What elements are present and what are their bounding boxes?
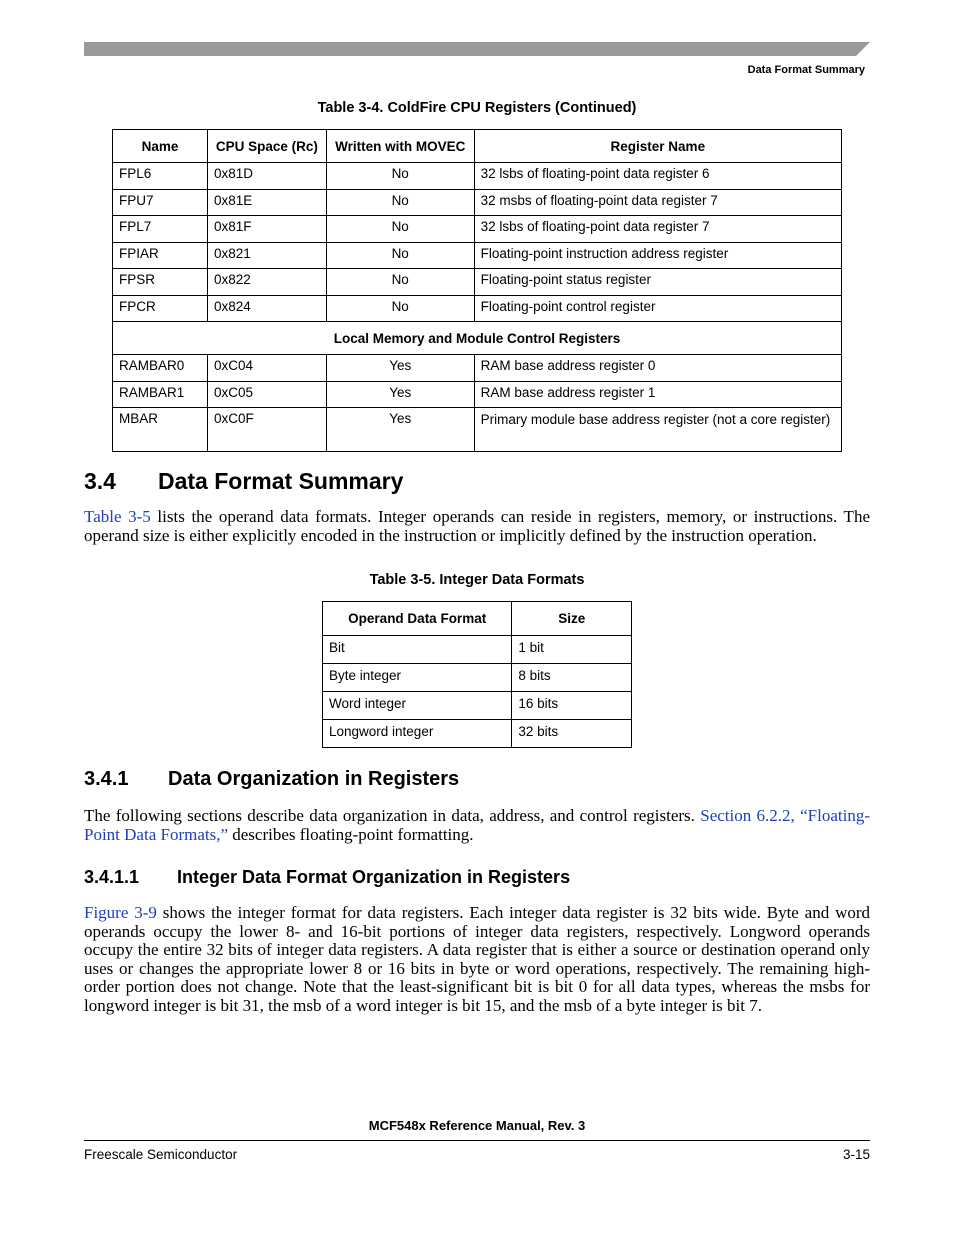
section-heading-3-4-1 <box>84 768 459 791</box>
table-row <box>323 720 632 748</box>
table-subheader-row <box>113 322 842 355</box>
cell-cpu-space: 0xC04 <box>207 355 326 382</box>
cell-size: 16 bits <box>512 692 632 720</box>
table-row <box>113 189 842 216</box>
cell-movec: No <box>326 189 474 216</box>
table-3-5-link[interactable]: Table 3-5 <box>84 507 151 526</box>
cell-name: MBAR <box>113 408 208 452</box>
cell-size: 8 bits <box>512 664 632 692</box>
cell-name: RAMBAR1 <box>113 381 208 408</box>
paragraph-text: The following sections describe data organization in data, address, and control registers. <box>84 806 701 825</box>
table-row <box>323 692 632 720</box>
footer-manual-title: MCF548x Reference Manual, Rev. 3 <box>368 1118 586 1133</box>
column-header: Size <box>512 602 632 636</box>
section-3-4-1-1-paragraph <box>84 904 870 1016</box>
table-row <box>113 295 842 322</box>
table-subheader: Local Memory and Module Control Registers <box>113 322 842 355</box>
cell-name: FPCR <box>113 295 208 322</box>
cell-name: FPU7 <box>113 189 208 216</box>
table-row <box>113 216 842 243</box>
cell-register-name: 32 lsbs of floating-point data register 7 <box>474 216 841 243</box>
figure-3-9-link[interactable]: Figure 3-9 <box>84 903 157 922</box>
table-row <box>323 636 632 664</box>
section-6-2-2-link[interactable]: Section 6.2.2, “Floating-Point Data Formats,” <box>84 806 870 844</box>
section-title: Integer Data Format Organization in Registers <box>177 867 571 887</box>
table-3-5-caption: Table 3-5. Integer Data Formats <box>369 572 585 588</box>
column-header: Written with MOVEC <box>326 130 474 163</box>
cell-format: Longword integer <box>323 720 512 748</box>
cell-name: FPL6 <box>113 163 208 190</box>
column-header: Name <box>113 130 208 163</box>
running-head: Data Format Summary <box>747 64 865 76</box>
cell-movec: No <box>326 163 474 190</box>
table-header-row <box>323 602 632 636</box>
section-3-4-1-paragraph <box>84 807 870 844</box>
paragraph-text: lists the operand data formats. Integer operands can reside in registers, memory, or instructions. The operand size is either explicitly encoded in the instruction or implicitly defined by the instruction operation. <box>84 507 870 545</box>
cell-register-name: RAM base address register 1 <box>474 381 841 408</box>
section-3-4-paragraph <box>84 508 870 545</box>
cell-movec: No <box>326 216 474 243</box>
cell-movec: Yes <box>326 355 474 382</box>
coldfire-registers-table <box>112 129 842 452</box>
cell-register-name: Primary module base address register (not a core register) <box>474 408 841 452</box>
cell-cpu-space: 0xC0F <box>207 408 326 452</box>
cell-register-name: Floating-point instruction address register <box>474 242 841 269</box>
table-row <box>113 242 842 269</box>
table-header-row <box>113 130 842 163</box>
paragraph-text-tail: describes floating-point formatting. <box>228 824 474 844</box>
table-row <box>113 269 842 296</box>
integer-data-formats-table <box>322 601 632 748</box>
section-heading-3-4-1-1 <box>84 867 570 888</box>
cell-movec: Yes <box>326 381 474 408</box>
cell-cpu-space: 0x81E <box>207 189 326 216</box>
cell-name: FPSR <box>113 269 208 296</box>
table-row <box>113 355 842 382</box>
table-row <box>113 408 842 452</box>
cell-register-name: 32 msbs of floating-point data register 7 <box>474 189 841 216</box>
cell-register-name: RAM base address register 0 <box>474 355 841 382</box>
cell-format: Bit <box>323 636 512 664</box>
cell-register-name: Floating-point control register <box>474 295 841 322</box>
section-number: 3.4 <box>84 468 116 494</box>
section-title: Data Format Summary <box>158 468 404 494</box>
section-heading-3-4 <box>84 468 403 495</box>
column-header: CPU Space (Rc) <box>207 130 326 163</box>
table-3-4-caption: Table 3-4. ColdFire CPU Registers (Continued) <box>317 100 637 116</box>
table-row <box>113 381 842 408</box>
table-row <box>323 664 632 692</box>
section-number: 3.4.1.1 <box>84 867 140 887</box>
cell-cpu-space: 0xC05 <box>207 381 326 408</box>
cell-cpu-space: 0x822 <box>207 269 326 296</box>
cell-name: RAMBAR0 <box>113 355 208 382</box>
cell-register-name: 32 lsbs of floating-point data register 6 <box>474 163 841 190</box>
column-header: Operand Data Format <box>323 602 512 636</box>
cell-name: FPIAR <box>113 242 208 269</box>
cell-movec: No <box>326 295 474 322</box>
footer-page-number: 3-15 <box>842 1147 870 1162</box>
section-number: 3.4.1 <box>84 768 129 790</box>
cell-name: FPL7 <box>113 216 208 243</box>
table-row <box>113 163 842 190</box>
cell-cpu-space: 0x824 <box>207 295 326 322</box>
footer-company: Freescale Semiconductor <box>84 1147 238 1162</box>
cell-format: Byte integer <box>323 664 512 692</box>
cell-size: 32 bits <box>512 720 632 748</box>
cell-register-name: Floating-point status register <box>474 269 841 296</box>
cell-size: 1 bit <box>512 636 632 664</box>
section-title: Data Organization in Registers <box>168 768 460 790</box>
cell-movec: No <box>326 269 474 296</box>
cell-cpu-space: 0x821 <box>207 242 326 269</box>
footer-divider <box>84 1140 870 1141</box>
column-header: Register Name <box>474 130 841 163</box>
header-decorative-bar <box>84 42 870 56</box>
paragraph-text: shows the integer format for data registers. Each integer data register is 32 bits wide. Byte and word operands occupy the lower 8- and 16-bit portions of integer data registers, respectively. Longword operands occupy the entire 32 bits of integer data registers. A data register that is either a source or destination operand only uses or changes the appropriate lower 8 or 16 bits in byte or word operations, respectively. The remaining high-order portion does not change. Note that the least-significant bit is bit 0 for all data types, whereas the msbs for longword integer is bit 31, the msb of a word integer is bit 15, and the msb of a byte integer is bit 7. <box>84 903 871 1015</box>
cell-movec: Yes <box>326 408 474 452</box>
cell-cpu-space: 0x81F <box>207 216 326 243</box>
cell-movec: No <box>326 242 474 269</box>
cell-cpu-space: 0x81D <box>207 163 326 190</box>
cell-format: Word integer <box>323 692 512 720</box>
